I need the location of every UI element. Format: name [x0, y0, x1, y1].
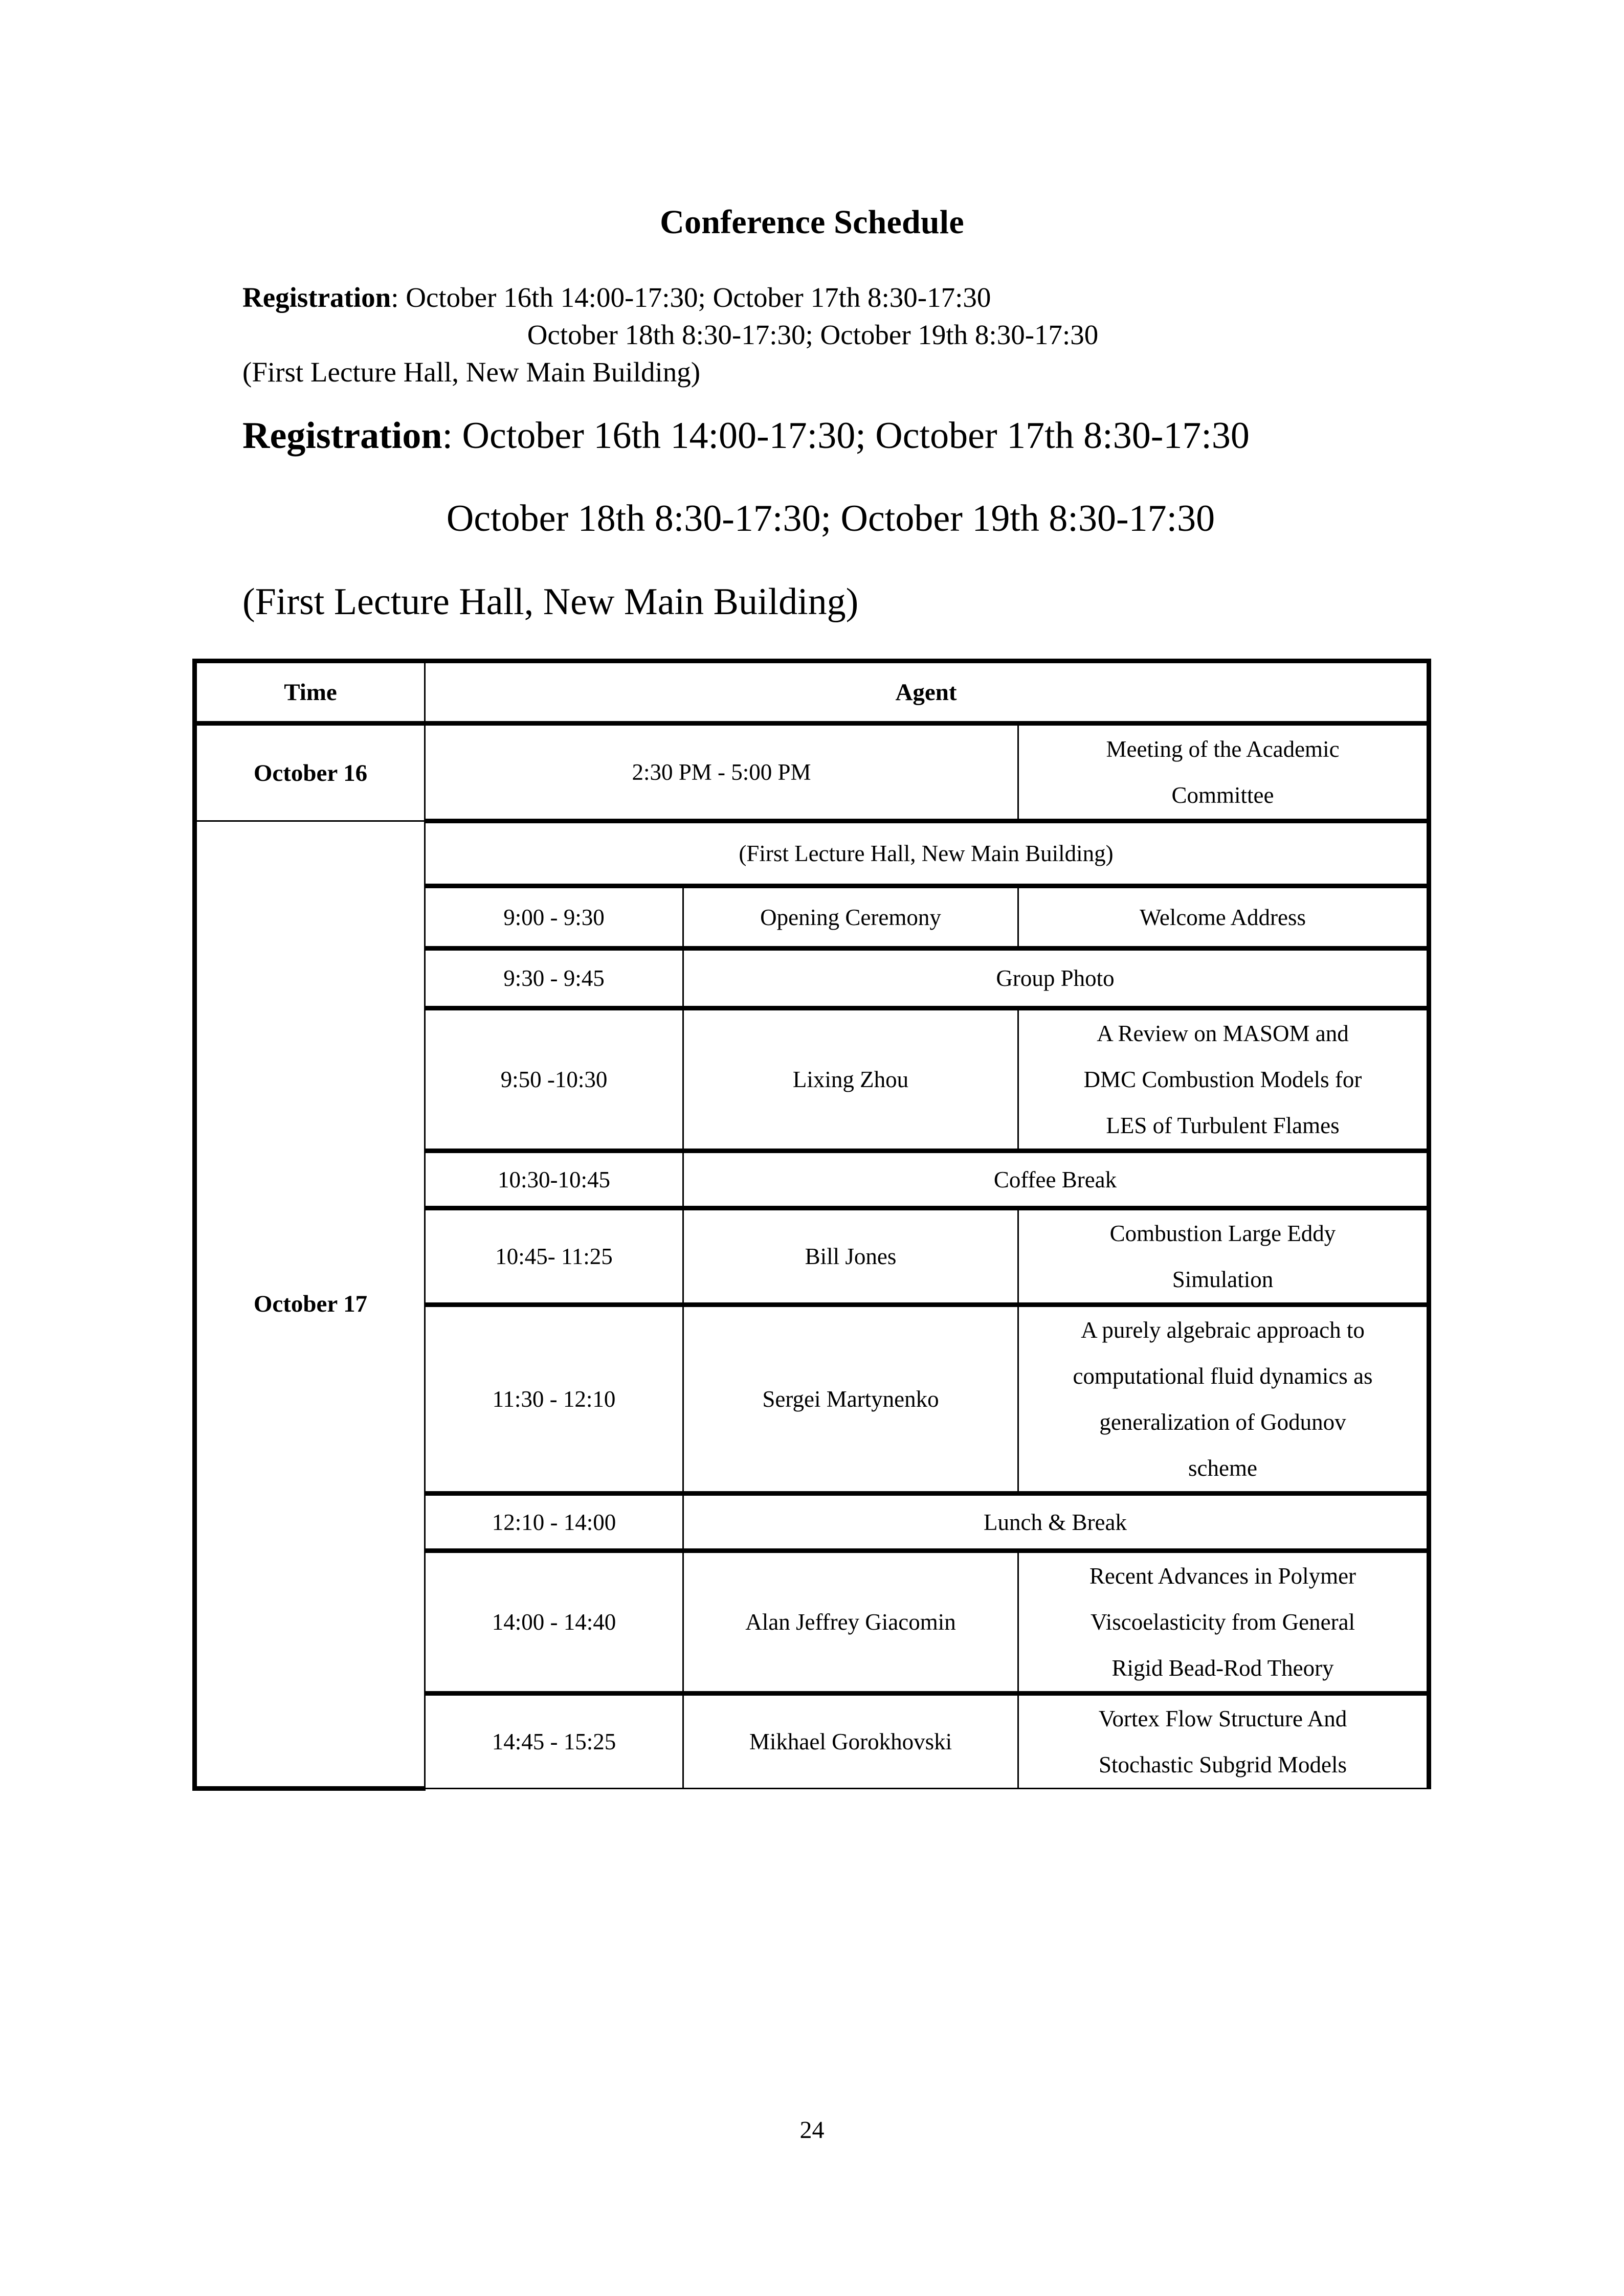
- page-title: Conference Schedule: [660, 204, 964, 241]
- topic-line: Stochastic Subgrid Models: [1099, 1752, 1347, 1777]
- topic-line: DMC Combustion Models for: [1083, 1067, 1362, 1092]
- time-october-16: 2:30 PM - 5:00 PM: [425, 724, 1018, 821]
- row-time: 11:30 - 12:10: [425, 1305, 683, 1494]
- row-topic: [1018, 1551, 1429, 1694]
- topic-line: LES of Turbulent Flames: [1106, 1113, 1340, 1138]
- row-speaker: Opening Ceremony: [683, 886, 1018, 949]
- table-header-row: [195, 661, 1429, 724]
- row-topic: Welcome Address: [1018, 886, 1429, 949]
- row-speaker: Mikhael Gorokhovski: [683, 1694, 1018, 1789]
- row-topic: [1018, 1694, 1429, 1789]
- row-topic: [1018, 1305, 1429, 1494]
- topic-line: Rigid Bead-Rod Theory: [1111, 1655, 1334, 1681]
- topic-line: scheme: [1188, 1455, 1257, 1481]
- topic-line: Recent Advances in Polymer: [1089, 1563, 1356, 1589]
- topic-line: computational fluid dynamics as: [1073, 1363, 1373, 1389]
- row-speaker: Bill Jones: [683, 1208, 1018, 1305]
- row-time: 14:45 - 15:25: [425, 1694, 683, 1789]
- table-row: [195, 724, 1429, 821]
- row-topic: [1018, 1208, 1429, 1305]
- date-october-17: October 17: [195, 821, 425, 1789]
- row-topic: Coffee Break: [683, 1151, 1429, 1208]
- registration-line-2: October 18th 8:30-17:30; October 19th 8:30-17:30: [446, 498, 1215, 539]
- intro-line-2: October 18th 8:30-17:30; October 19th 8:30-17:30: [527, 319, 1099, 351]
- intro-registration-label: Registration: [242, 282, 391, 313]
- registration-times: : October 16th 14:00-17:30; October 17th 8:30-17:30: [442, 415, 1250, 457]
- intro-line-3: (First Lecture Hall, New Main Building): [242, 356, 701, 388]
- topic-line: Combustion Large Eddy: [1109, 1221, 1336, 1246]
- topic-october-16: [1018, 724, 1429, 821]
- row-time: 9:50 -10:30: [425, 1008, 683, 1151]
- table-row: [195, 821, 1429, 886]
- row-topic: Lunch & Break: [683, 1494, 1429, 1551]
- row-time: 14:00 - 14:40: [425, 1551, 683, 1694]
- row-time: 10:45- 11:25: [425, 1208, 683, 1305]
- intro-line-1: [242, 279, 1383, 316]
- date-october-16: October 16: [195, 724, 425, 821]
- row-speaker: Sergei Martynenko: [683, 1305, 1018, 1494]
- row-time: 9:30 - 9:45: [425, 949, 683, 1008]
- topic-line: A purely algebraic approach to: [1081, 1317, 1365, 1343]
- registration-line-3: (First Lecture Hall, New Main Building): [242, 581, 859, 623]
- row-time: 9:00 - 9:30: [425, 886, 683, 949]
- topic-line: A Review on MASOM and: [1097, 1021, 1349, 1046]
- topic-line: Committee: [1171, 782, 1274, 808]
- header-agent: Agent: [425, 661, 1429, 724]
- registration-label: Registration: [242, 415, 442, 457]
- intro-registration-times: : October 16th 14:00-17:30; October 17th 8:30-17:30: [391, 282, 991, 313]
- topic-line: Viscoelasticity from General: [1090, 1609, 1355, 1635]
- topic-line: Simulation: [1172, 1267, 1274, 1292]
- page-number: 24: [799, 2117, 825, 2144]
- row-topic: [1018, 1008, 1429, 1151]
- intro-registration-block: [242, 279, 1383, 391]
- row-time: 12:10 - 14:00: [425, 1494, 683, 1551]
- registration-line-1: [242, 417, 1250, 455]
- header-time: Time: [195, 661, 425, 724]
- row-speaker: Lixing Zhou: [683, 1008, 1018, 1151]
- conference-schedule-table: [192, 659, 1431, 1791]
- row-topic: Group Photo: [683, 949, 1429, 1008]
- row-speaker: Alan Jeffrey Giacomin: [683, 1551, 1018, 1694]
- topic-line: Meeting of the Academic: [1106, 736, 1340, 762]
- topic-line: Vortex Flow Structure And: [1098, 1706, 1347, 1731]
- venue-october-17: (First Lecture Hall, New Main Building): [425, 821, 1429, 886]
- topic-line: generalization of Godunov: [1099, 1409, 1346, 1435]
- row-time: 10:30-10:45: [425, 1151, 683, 1208]
